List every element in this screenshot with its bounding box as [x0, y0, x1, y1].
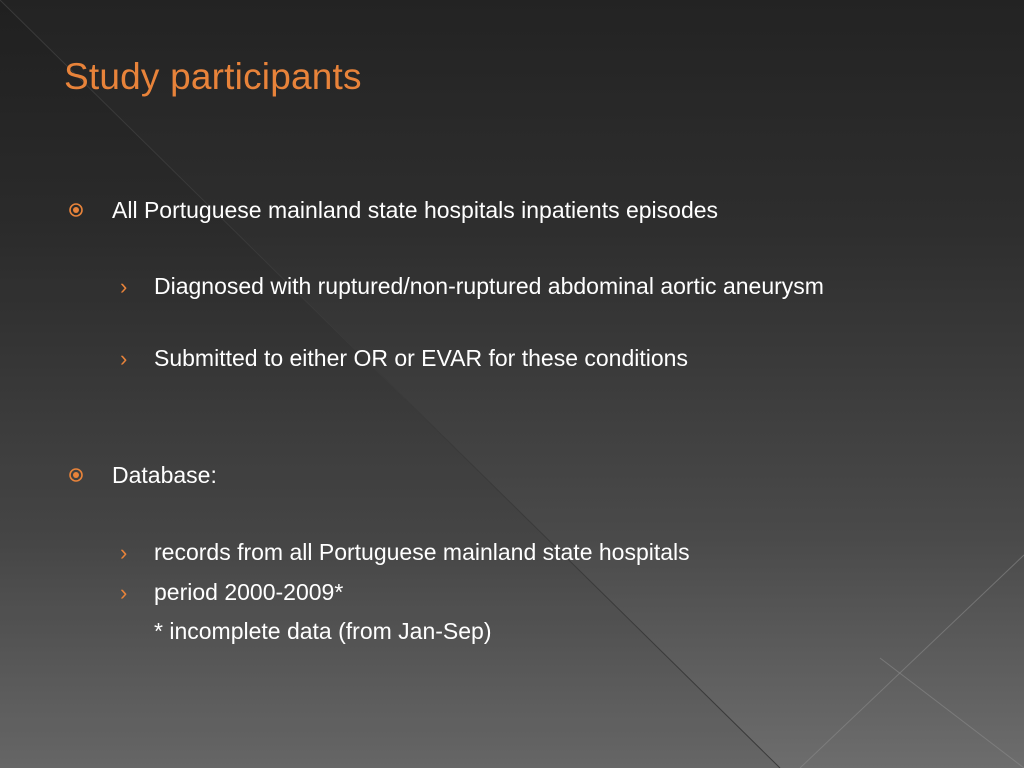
chevron-right-icon: ›: [120, 580, 128, 605]
sub-bullet-text: records from all Portuguese mainland state hospitals: [154, 539, 690, 565]
chevron-right-icon: ›: [120, 274, 128, 299]
chevron-right-icon: ›: [120, 346, 128, 371]
bullet-text: All Portuguese mainland state hospitals inpatients episodes: [112, 197, 719, 223]
sub-bullet-item: [120, 536, 962, 569]
sub-bullet-text: period 2000-2009*: [154, 579, 344, 605]
sub-bullet-text: Diagnosed with ruptured/non-ruptured abdominal aortic aneurysm: [154, 273, 824, 299]
sub-bullet-text: Submitted to either OR or EVAR for these conditions: [154, 345, 688, 371]
chevron-right-icon: ›: [120, 540, 128, 565]
slide-title: Study participants: [64, 56, 362, 97]
sub-bullet-item: [120, 342, 962, 375]
sub-bullet-item: [120, 270, 962, 303]
footnote-text: * incomplete data (from Jan-Sep): [154, 618, 492, 644]
bullet-text: Database:: [112, 462, 217, 488]
radio-bullet-icon: [68, 467, 84, 483]
radio-bullet-icon: [68, 202, 84, 218]
sub-bullet-item: [120, 576, 962, 609]
